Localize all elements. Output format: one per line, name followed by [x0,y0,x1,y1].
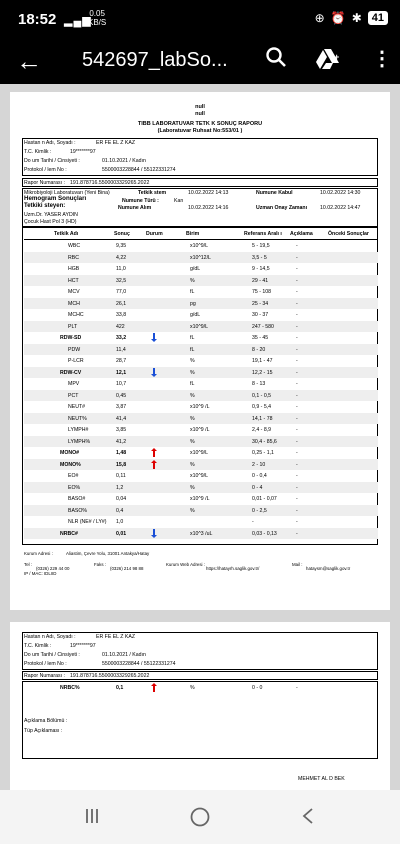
low-arrow-icon [151,333,157,342]
dob-value: 01.10.2021 / Kadın [102,158,146,164]
row-unit: % [190,438,195,445]
signer-name: MEHMET AL D BEK [298,776,345,782]
null-line-2: null [195,111,205,117]
patient-name: ER FE EL Z KAZ [96,140,136,146]
row-unit: x10^9 /L [190,496,210,502]
table-row [24,332,378,344]
col-tetkik: Tetkik Adı [54,231,79,237]
row-name: RDW-SD [60,335,82,341]
status-icons [315,11,388,25]
high-arrow-icon [151,460,157,469]
row-result: 41,2 [116,438,127,445]
dob-value-2: 01.10.2021 / Kadın [102,652,146,658]
row-result: 1,2 [116,484,124,491]
report-subtitle: (Laboratuvar Ruhsat No:553/01 ) [157,128,243,134]
row-result: 4,22 [116,254,127,261]
col-birim: Birim [186,231,200,237]
home-icon[interactable] [189,806,211,828]
row-name: MONO# [60,450,80,456]
table-row [24,424,378,436]
row-ref: 3,5 - 5 [252,254,267,261]
table-row [24,367,378,379]
row-ref: 14,1 - 78 [252,415,273,422]
row-ref: 25 - 34 [252,300,269,307]
tup-label: Tüp Açıklaması : [24,728,63,734]
row-result: 0,4 [116,507,124,514]
table-row [24,401,378,413]
row-ref: 247 - 580 [252,323,274,330]
footer-mail-label: Mail : [292,562,303,567]
row-unit: x10^9/L [190,473,209,479]
row-name: RBC [68,254,79,261]
clinic-name: Çocuk Hast Pol 3 (HD) [24,219,77,225]
row-ref: 0 - 2,5 [252,507,267,514]
row-note: - [296,404,298,410]
back-arrow-icon[interactable]: ← [16,46,42,76]
row-name: PDW [68,346,81,353]
row-result: 1,0 [116,519,124,525]
document-title: 542697_labSo... [82,49,228,71]
tetkik-istem-value: 10.02.2022 14:13 [188,190,229,196]
row-name: LYMPH% [68,438,91,445]
row-unit: % [190,358,195,364]
tc-label-2: T.C. Kimlik : [24,643,52,649]
row-note: - [296,289,298,295]
numune-alim-label: Numune Alım [118,205,152,211]
row-unit: % [190,507,195,514]
row-name: MCV [68,289,80,295]
row-note: - [296,473,298,479]
table-row [24,275,378,287]
report-page-1 [10,92,390,610]
row-unit: % [190,277,195,284]
patient-name-label: Hastan n Adı, Soyadı : [24,140,76,146]
row-ref: 30 - 37 [252,312,269,318]
table-row [24,505,378,517]
protocol-value-2: 5500003228844 / 55122331274 [102,661,176,667]
row-ref: 0,03 - 0,13 [252,530,277,537]
row-ref: 0 - 0 [252,685,263,691]
high-arrow-icon [151,683,157,692]
aciklama-label: Açıklama Bölümü : [24,718,68,724]
row-ref: 19,1 - 47 [252,358,273,364]
row-unit: % [190,392,195,399]
uzman-onay-value: 10.02.2022 14:47 [320,205,361,211]
footer-address: Aliastim, Çevre Yolu, 31001 Antakya/Hatay [66,551,150,556]
add-to-drive-icon[interactable] [316,48,342,70]
row-unit: pg [190,300,196,307]
footer-mail: hataysm@saglik.gov.tr [306,566,351,571]
tc-value-2: 19*******97 [70,643,96,649]
table-row [24,436,378,448]
low-arrow-icon [151,529,157,538]
recent-apps-icon[interactable] [82,806,102,826]
row-note: - [296,438,298,445]
row-name: NRBC% [60,685,80,691]
row-name: RDW-CV [60,369,82,376]
report-page-2 [10,622,390,790]
numune-turu-value: Kan [174,198,184,204]
row-result: 9,35 [116,243,127,249]
row-note: - [296,484,298,491]
patient-name-label-2: Hastan n Adı, Soyadı : [24,634,76,640]
row-unit: fL [190,381,195,387]
group-title: Hemogram Sonuçları [24,195,87,202]
row-result: 0,04 [116,496,127,502]
row-ref: 0 - 0,4 [252,473,267,479]
table-row [24,240,378,252]
table-row [24,493,378,505]
row-ref: 8 - 13 [252,381,266,387]
row-name: NEUT% [68,415,87,422]
row-note: - [296,496,298,502]
row-ref: 12,2 - 15 [252,369,273,376]
lock-icon: ⊕ [314,11,325,25]
row-unit: fL [190,289,195,295]
row-ref: 2,4 - 8,9 [252,427,272,433]
row-name: EO% [68,484,81,491]
speed-value: 0.05 [89,9,105,18]
row-unit: x10^9 /L [190,404,210,410]
row-note: - [296,312,298,318]
row-unit: x10^9/L [190,450,209,456]
row-name: PLT [68,323,78,330]
row-name: MCHC [68,312,84,318]
row-name: PCT [68,392,79,399]
app-bar [0,38,400,84]
row-name: WBC [68,243,81,249]
table-row [24,252,378,264]
col-sonuc: Sonuç [114,231,130,237]
table-row [24,413,378,425]
row-result: 3,87 [116,404,127,410]
network-speed [88,9,106,27]
table-row [24,321,378,333]
isteyen-label: Tetkiki steyen: [24,203,66,209]
table-row [24,378,378,390]
bluetooth-icon: ✱ [351,11,362,25]
battery-icon: 41 [368,11,388,25]
row-result: 422 [116,323,125,330]
table-row [24,447,378,459]
row-result: 32,5 [116,277,127,284]
row-result: 0,1 [116,685,124,691]
status-time: 18:52 [18,11,57,28]
table-row [24,459,378,471]
row-unit: % [190,369,195,376]
row-unit: % [190,415,195,422]
tc-value: 19*******97 [70,149,96,155]
col-aciklama: Açıklama [290,231,313,237]
more-options-icon[interactable]: ⋮ [372,48,392,70]
row-result: 0,11 [116,473,126,479]
alarm-icon: ⏰ [330,11,346,25]
row-unit: fL [190,335,195,341]
protocol-label-2: Protokol / lem No : [24,661,67,667]
row-note: - [296,381,298,387]
row-name: NLR (NE# / LY#) [68,519,107,525]
row-note: - [296,243,298,249]
table-header [24,228,378,240]
table-row [24,355,378,367]
row-ref: 8 - 20 [252,346,266,353]
report-no-value: 191.878716.5500003329265.2022 [70,180,150,186]
row-result: 28,7 [116,358,127,364]
row-name: MCH [68,300,80,307]
row-note: - [296,266,298,272]
row-ref: 0,9 - 5,4 [252,404,272,410]
footer-tel: (0326) 229 44 00 [36,566,70,571]
protocol-value: 5500003228844 / 55122331274 [102,167,176,173]
row-name: HGB [68,266,80,272]
table-row [24,286,378,298]
row-unit: x10^9/L [190,323,209,330]
row-name: P-LCR [68,358,84,364]
numune-kabul-value: 10.02.2022 14:30 [320,190,361,196]
row-note: - [296,530,298,537]
col-durum: Durum [146,231,163,237]
row-note: - [296,335,298,341]
report-title: TIBB LABORATUVAR TETK K SONUÇ RAPORU [137,121,263,127]
doctor-name: Uzm.Dr. YASER AYDIN [24,212,78,218]
lab-name: Mikrobiyoloji Laboratuvarı (Yeni Bina) [24,190,110,196]
row-note: - [296,369,298,376]
back-icon[interactable] [298,806,318,826]
row-ref: 5 - 19,5 [252,243,270,249]
row-ref: 29 - 41 [252,277,269,284]
report-no-label: Rapor Numarası : [24,180,65,186]
row-result: 41,4 [116,415,127,422]
row-note: - [296,685,298,691]
row-result: 77,0 [116,289,127,295]
numune-turu-label: Numune Türü : [122,198,159,204]
row-result: 11,4 [116,346,126,353]
row-name: MONO% [60,461,81,468]
navigation-bar [0,790,400,844]
row-result: 0,01 [116,530,127,537]
report-no-value-2: 191.878716.5500003329265.2022 [70,673,150,679]
footer-tel-label: Tel : [24,562,33,567]
status-bar [0,0,400,38]
row-name: EO# [68,473,79,479]
row-unit: x10^3 /uL [190,530,213,537]
row-unit: g/dL [190,266,201,272]
row-result: 11,0 [116,266,126,272]
row-unit: x10^9 /L [190,427,210,433]
row-result: 26,1 [116,300,127,307]
row-ref: 0 - 4 [252,484,263,491]
row-result: 10,7 [116,381,127,387]
row-ref: 9 - 14,5 [252,266,270,272]
row-ref: 0,01 - 0,07 [252,496,277,502]
row-ref: 0,1 - 0,5 [252,392,272,399]
row-ref: - [252,519,254,525]
svg-text:+: + [334,52,340,62]
dob-label-2: Do um Tarihi / Cinsiyeti : [24,652,80,658]
table-row [24,298,378,310]
row-note: - [296,358,298,364]
row-unit: x10^9/L [190,243,209,249]
table-row [24,516,378,528]
row-result: 33,2 [116,335,127,341]
tc-label: T.C. Kimlik : [24,149,52,155]
footer-fax-label: Faks : [94,562,106,567]
table-row [24,390,378,402]
row-note: - [296,277,298,284]
row-name: HCT [68,277,79,284]
row-note: - [296,392,298,399]
row-name: BASO% [68,507,88,514]
table-row [24,470,378,482]
row-note: - [296,461,298,468]
uzman-onay-label: Uzman Onay Zamanı [256,205,308,211]
speed-unit: KB/S [88,18,107,27]
row-unit: g/dL [190,312,201,318]
report-no-label-2: Rapor Numarası : [24,673,65,679]
numune-alim-value: 10.02.2022 14:16 [188,205,229,211]
tetkik-istem-label: Tetkik stem [138,190,167,196]
row-ref: 75 - 108 [252,289,272,295]
high-arrow-icon [151,448,157,457]
row-name: MPV [68,381,80,387]
row-note: - [296,415,298,422]
low-arrow-icon [151,368,157,377]
row-note: - [296,300,298,307]
search-icon[interactable] [265,46,287,68]
patient-name-2: ER FE EL Z KAZ [96,634,136,640]
row-note: - [296,507,298,514]
row-result: 3,85 [116,427,127,433]
row-unit: % [190,484,195,491]
footer-ip: IP / MAC: IDLIID [24,571,57,576]
row-name: BASO# [68,496,86,502]
null-line-1: null [195,104,205,110]
row-name: NEUT# [68,404,86,410]
footer-web-label: Kurum Web Adresi : [166,562,205,567]
row-note: - [296,519,298,525]
table-row [24,528,378,540]
row-note: - [296,254,298,261]
row-note: - [296,450,298,456]
footer-fax: (0326) 214 98 88 [110,566,144,571]
footer-web: https://hatayrh.saglik.gov.tr/ [206,566,260,571]
row-ref: 30,4 - 85,6 [252,438,277,445]
protocol-label: Protokol / lem No : [24,167,67,173]
table-row [24,263,378,275]
row-result: 33,8 [116,312,127,318]
table-row [24,482,378,494]
row-note: - [296,323,298,330]
row-unit: fL [190,346,195,353]
row-note: - [296,346,298,353]
pdf-viewer[interactable] [0,84,400,790]
table-row [24,344,378,356]
footer-address-label: Kurum Adresi : [24,551,53,556]
signal-icon: ▂▄▆ [64,15,92,27]
col-referans: Referans Aralı ı [244,231,282,237]
numune-kabul-label: Numune Kabul [256,190,293,196]
row-unit: % [190,461,195,468]
row-name: NRBC# [60,530,78,537]
row-unit: x10^12/L [190,254,211,261]
row-name: LYMPH# [68,427,89,433]
row-result: 1,48 [116,450,127,456]
dob-label: Do um Tarihi / Cinsiyeti : [24,158,80,164]
row-ref: 0,25 - 1,1 [252,450,274,456]
row-result: 15,8 [116,461,127,468]
row-note: - [296,427,298,433]
row-result: 0,45 [116,392,127,399]
table-row [24,309,378,321]
row-ref: 2 - 10 [252,461,266,468]
col-onceki: Önceki Sonuçlar [328,231,369,237]
row-ref: 35 - 45 [252,335,269,341]
row-unit: % [190,685,195,691]
table-row [24,682,378,694]
row-result: 12,1 [116,369,127,376]
